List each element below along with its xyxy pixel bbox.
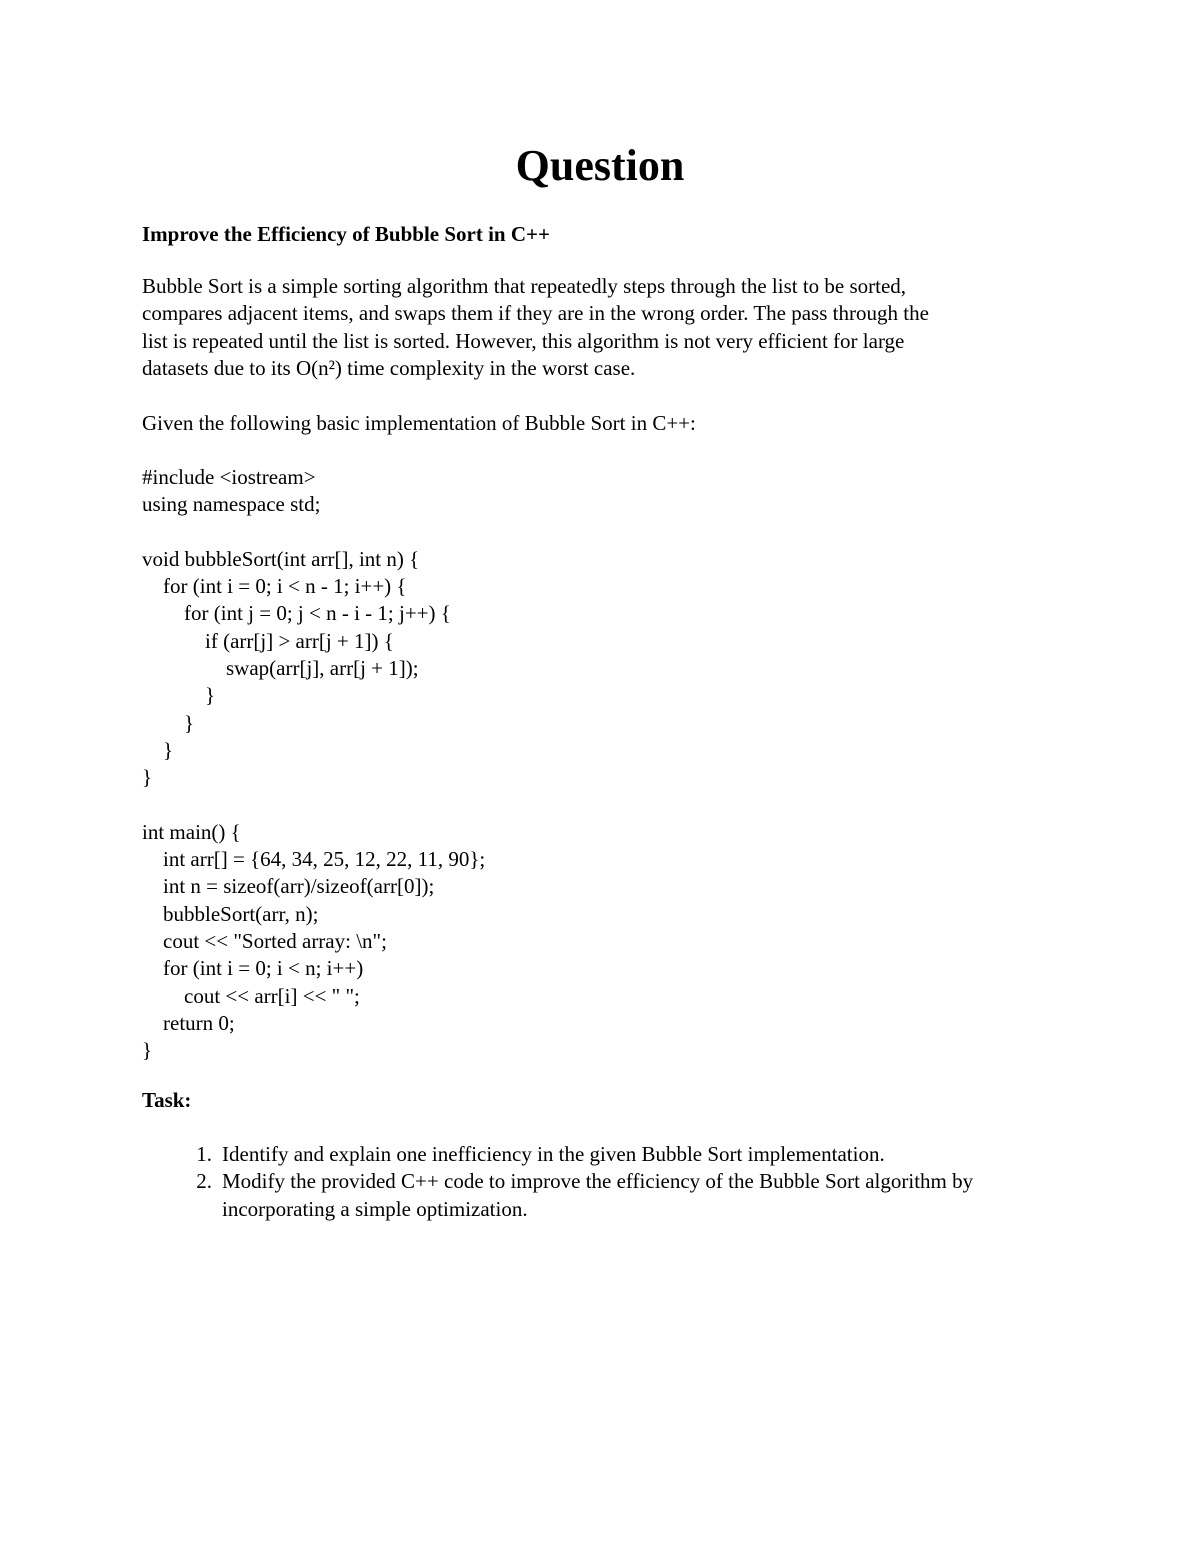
code-line: using namespace std;: [142, 492, 321, 517]
task-line: Modify the provided C++ code to improve the efficiency of the Bubble Sort algorithm by: [222, 1169, 974, 1194]
code-line: for (int i = 0; i < n; i++): [142, 956, 364, 981]
task-heading: Task:: [142, 1088, 192, 1112]
given-paragraph: [142, 410, 1062, 437]
task-number: 2.: [196, 1169, 212, 1194]
intro-line: compares adjacent items, and swaps them if they are in the wrong order. The pass through the: [142, 301, 929, 326]
code-line: }: [142, 737, 174, 762]
code-line: void bubbleSort(int arr[], int n) {: [142, 546, 420, 571]
code-line: [142, 519, 485, 546]
given-line: Given the following basic implementation of Bubble Sort in C++:: [142, 411, 696, 435]
question-subtitle: Improve the Efficiency of Bubble Sort in C++: [142, 222, 550, 246]
code-line: return 0;: [142, 1010, 235, 1035]
code-line: #include <iostream>: [142, 465, 316, 489]
code-line: swap(arr[j], arr[j + 1]);: [142, 656, 419, 681]
code-line: for (int j = 0; j < n - i - 1; j++) {: [142, 601, 451, 626]
intro-paragraph: [142, 273, 1062, 382]
code-line: }: [142, 710, 195, 735]
task-line: Identify and explain one inefficiency in the given Bubble Sort implementation.: [222, 1142, 885, 1166]
code-line: cout << "Sorted array: \n";: [142, 929, 387, 954]
code-line: }: [142, 683, 216, 708]
code-line: int n = sizeof(arr)/sizeof(arr[0]);: [142, 874, 435, 899]
code-line: for (int i = 0; i < n - 1; i++) {: [142, 574, 407, 599]
task-line: incorporating a simple optimization.: [222, 1196, 528, 1221]
code-line: [142, 792, 485, 819]
code-line: int arr[] = {64, 34, 25, 12, 22, 11, 90};: [142, 847, 486, 872]
code-line: int main() {: [142, 819, 241, 844]
code-line: if (arr[j] > arr[j + 1]) {: [142, 628, 394, 653]
task-item: [142, 1168, 1082, 1223]
intro-line: datasets due to its O(n²) time complexity in the worst case.: [142, 355, 636, 380]
task-text: [212, 1141, 1082, 1168]
task-text: [212, 1168, 1082, 1223]
task-item: [142, 1141, 1082, 1168]
intro-line: Bubble Sort is a simple sorting algorithm that repeatedly steps through the list to be sorted,: [142, 274, 907, 298]
task-list: [142, 1141, 1082, 1223]
task-number: 1.: [196, 1142, 212, 1166]
code-line: cout << arr[i] << " ";: [142, 983, 360, 1008]
code-block: [142, 464, 485, 1065]
code-line: bubbleSort(arr, n);: [142, 901, 319, 926]
code-line: }: [142, 1038, 153, 1063]
page-title: Question: [515, 141, 685, 190]
code-line: }: [142, 765, 153, 790]
intro-line: list is repeated until the list is sorted. However, this algorithm is not very efficient for large: [142, 328, 905, 353]
